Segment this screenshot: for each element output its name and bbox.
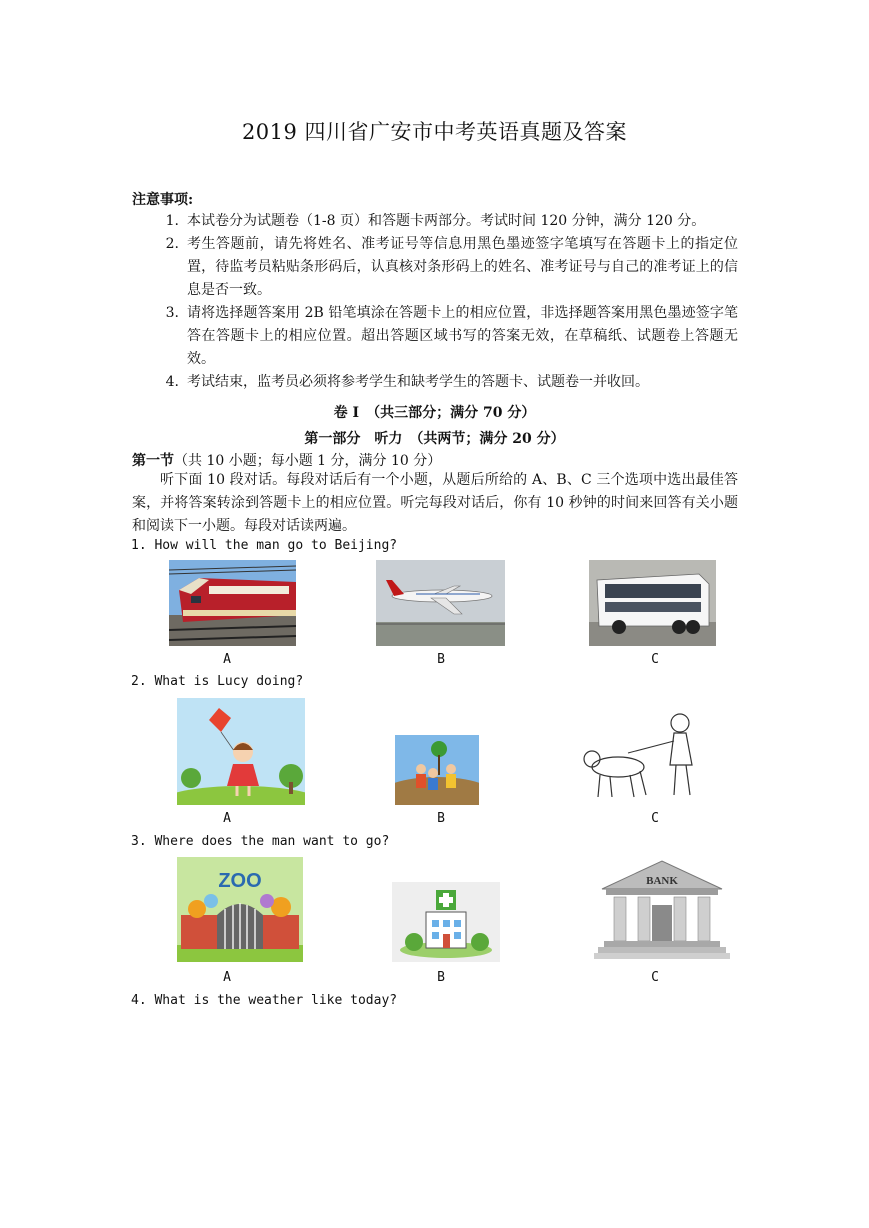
q1-option-c-label: C <box>651 652 659 667</box>
q1-option-b-picture <box>376 560 505 646</box>
volume-heading: 卷 I （共三部分；满分 70 分） <box>333 405 536 421</box>
q3-option-c-label: C <box>651 970 659 985</box>
section-heading <box>132 450 441 470</box>
hospital-icon <box>392 882 500 962</box>
q3-option-b-picture <box>392 882 500 962</box>
note-item <box>132 233 738 302</box>
q2-option-b-label: B <box>437 811 445 826</box>
q3-option-c-picture <box>594 857 730 961</box>
q2-option-a-label: A <box>223 811 231 826</box>
zoo-sign-text: ZOO <box>218 870 262 892</box>
q1-option-b-label: B <box>437 652 445 667</box>
question-4: 4. What is the weather like today? <box>131 993 398 1008</box>
notes-heading: 注意事项: <box>132 192 194 208</box>
note-text: 本试卷分为试题卷（1-8 页）和答题卡两部分。考试时间 120 分钟，满分 120 分。 <box>187 213 706 229</box>
note-number: 1. <box>165 213 179 229</box>
walking-dog-icon <box>578 705 705 803</box>
note-number: 3. <box>165 305 179 321</box>
q3-option-b-label: B <box>437 970 445 985</box>
note-item <box>132 302 738 371</box>
q1-option-a-picture <box>169 560 296 646</box>
listening-instructions: 听下面 10 段对话。每段对话后有一个小题，从题后所给的 A、B、C 三个选项中选出最佳答案，并将答案转涂到答题卡上的相应位置。听完每段对话后，你有 10 秒钟的时间来回答有关小题和阅读下一小题。每段对话读两遍。 <box>132 472 738 534</box>
question-3: 3. Where does the man want to go? <box>131 834 390 849</box>
note-text: 考试结束，监考员必须将参考学生和缺考学生的答题卡、试题卷一并收回。 <box>187 374 649 390</box>
note-item <box>132 371 738 394</box>
note-item <box>132 210 738 233</box>
section-detail: （共 10 小题；每小题 1 分，满分 10 分） <box>174 453 442 469</box>
bank-sign-text: BANK <box>646 875 678 887</box>
q2-option-a-picture <box>177 698 305 805</box>
zoo-icon <box>177 857 303 962</box>
note-text: 请将选择题答案用 2B 铅笔填涂在答题卡上的相应位置，非选择题答案用黑色墨迹签字笔答在答题卡上的相应位置。超出答题区域书写的答案无效，在草稿纸、试题卷上答题无效。 <box>187 305 738 367</box>
part-heading: 第一部分 听力 （共两节；满分 20 分） <box>304 431 565 447</box>
note-text: 考生答题前，请先将姓名、准考证号等信息用黑色墨迹签字笔填写在答题卡上的指定位置，待监考员粘贴条形码后，认真核对条形码上的姓名、准考证号与自己的准考证上的信息是否一致。 <box>187 236 738 298</box>
question-2: 2. What is Lucy doing? <box>131 674 304 689</box>
planting-trees-icon <box>395 735 479 805</box>
q2-option-c-label: C <box>651 811 659 826</box>
q3-option-a-picture <box>177 857 303 962</box>
flying-kite-icon <box>177 698 305 805</box>
q2-option-b-picture <box>395 735 479 805</box>
q1-option-a-label: A <box>223 652 231 667</box>
question-1: 1. How will the man go to Beijing? <box>131 538 398 553</box>
section-label: 第一节 <box>132 453 174 469</box>
airplane-icon <box>376 560 505 646</box>
q3-option-a-label: A <box>223 970 231 985</box>
note-number: 2. <box>165 236 179 252</box>
bank-icon <box>594 857 730 961</box>
notes-list <box>132 210 738 394</box>
q2-option-c-picture <box>578 705 705 803</box>
page-title: 2019 四川省广安市中考英语真题及答案 <box>241 120 628 144</box>
note-number: 4. <box>165 374 179 390</box>
train-icon <box>169 560 296 646</box>
q1-option-c-picture <box>589 560 716 646</box>
bus-icon <box>589 560 716 646</box>
